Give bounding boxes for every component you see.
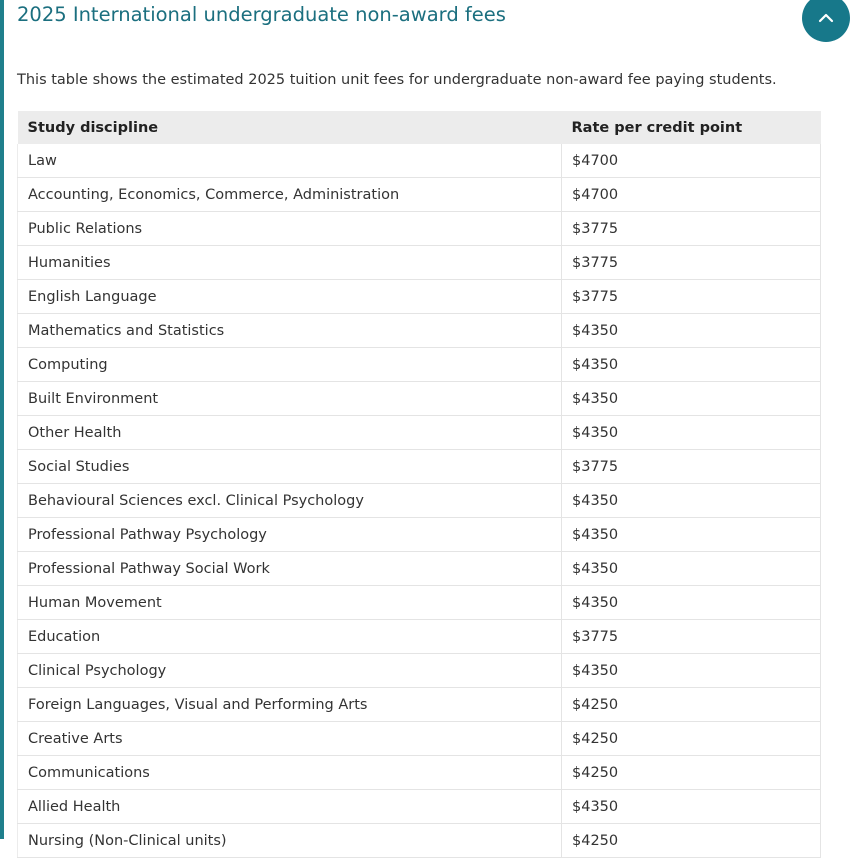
rate-cell: $4250: [562, 688, 821, 722]
chevron-up-icon: [817, 9, 835, 27]
discipline-cell: Clinical Psychology: [18, 654, 562, 688]
rate-cell: $4350: [562, 654, 821, 688]
table-row: [18, 586, 821, 620]
discipline-cell: Nursing (Non-Clinical units): [18, 824, 562, 858]
discipline-cell: Foreign Languages, Visual and Performing Arts: [18, 688, 562, 722]
left-accent-bar: [0, 0, 4, 839]
discipline-cell: Mathematics and Statistics: [18, 314, 562, 348]
rate-cell: $4250: [562, 824, 821, 858]
header-study-discipline: Study discipline: [18, 111, 562, 144]
intro-text: This table shows the estimated 2025 tuition unit fees for undergraduate non-award fee paying students.: [17, 72, 777, 88]
rate-cell: $4700: [562, 178, 821, 212]
table-row: [18, 654, 821, 688]
rate-cell: $4350: [562, 416, 821, 450]
discipline-cell: Accounting, Economics, Commerce, Administration: [18, 178, 562, 212]
rate-cell: $4350: [562, 586, 821, 620]
rate-cell: $3775: [562, 620, 821, 654]
rate-cell: $4350: [562, 382, 821, 416]
rate-cell: $4250: [562, 756, 821, 790]
discipline-cell: Creative Arts: [18, 722, 562, 756]
table-row: [18, 688, 821, 722]
discipline-cell: English Language: [18, 280, 562, 314]
table-row: [18, 756, 821, 790]
table-row: [18, 314, 821, 348]
rate-cell: $4350: [562, 552, 821, 586]
rate-cell: $3775: [562, 212, 821, 246]
discipline-cell: Behavioural Sciences excl. Clinical Psychology: [18, 484, 562, 518]
rate-cell: $4350: [562, 348, 821, 382]
table-row: [18, 212, 821, 246]
table-row: [18, 722, 821, 756]
rate-cell: $4700: [562, 144, 821, 178]
table-header-row: [18, 111, 821, 144]
table-row: [18, 144, 821, 178]
discipline-cell: Allied Health: [18, 790, 562, 824]
table-row: [18, 382, 821, 416]
table-row: [18, 280, 821, 314]
discipline-cell: Social Studies: [18, 450, 562, 484]
scroll-to-top-button[interactable]: [802, 0, 850, 42]
table-row: [18, 552, 821, 586]
rate-cell: $3775: [562, 450, 821, 484]
header-rate-per-credit-point: Rate per credit point: [562, 111, 821, 144]
table-row: [18, 246, 821, 280]
section-title: 2025 International undergraduate non-award fees: [17, 3, 506, 26]
table-row: [18, 450, 821, 484]
table-row: [18, 790, 821, 824]
rate-cell: $3775: [562, 246, 821, 280]
table-row: [18, 348, 821, 382]
discipline-cell: Public Relations: [18, 212, 562, 246]
fees-table: [17, 111, 821, 858]
discipline-cell: Communications: [18, 756, 562, 790]
table-row: [18, 824, 821, 858]
discipline-cell: Built Environment: [18, 382, 562, 416]
discipline-cell: Other Health: [18, 416, 562, 450]
table-row: [18, 620, 821, 654]
rate-cell: $4350: [562, 518, 821, 552]
table-row: [18, 484, 821, 518]
table-row: [18, 178, 821, 212]
discipline-cell: Professional Pathway Social Work: [18, 552, 562, 586]
rate-cell: $4350: [562, 314, 821, 348]
table-body: [18, 144, 821, 858]
table-row: [18, 416, 821, 450]
discipline-cell: Computing: [18, 348, 562, 382]
discipline-cell: Law: [18, 144, 562, 178]
rate-cell: $3775: [562, 280, 821, 314]
discipline-cell: Humanities: [18, 246, 562, 280]
rate-cell: $4350: [562, 790, 821, 824]
table-row: [18, 518, 821, 552]
rate-cell: $4250: [562, 722, 821, 756]
discipline-cell: Education: [18, 620, 562, 654]
rate-cell: $4350: [562, 484, 821, 518]
discipline-cell: Professional Pathway Psychology: [18, 518, 562, 552]
discipline-cell: Human Movement: [18, 586, 562, 620]
